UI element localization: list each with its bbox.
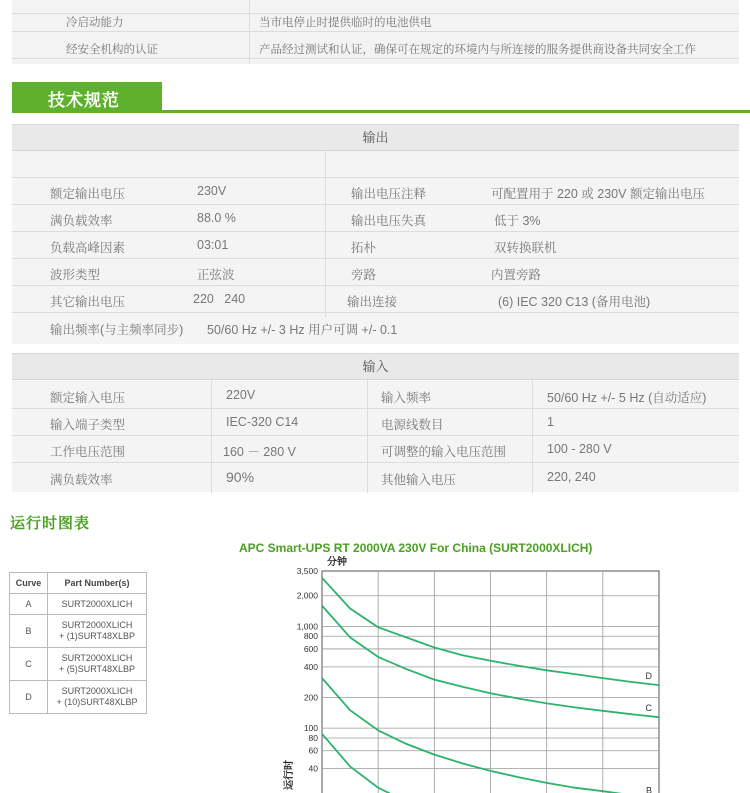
curve-letter: C [10,648,48,681]
part-header: Part Number(s) [48,573,147,594]
input-value: 220, 240 [547,470,596,484]
curve-part-line: + (1)SURT48XLBP [58,631,136,641]
y-tick-label: 800 [303,631,318,642]
curve-part-line: + (10)SURT48XLBP [56,697,138,707]
y-tick-label: 200 [303,692,318,703]
output-value: 88.0 % [197,211,236,225]
input-key: 电源线数目 [381,418,444,432]
input-key: 其他输入电压 [381,473,457,487]
features-row [12,37,739,59]
output-key: 满负载效率 [50,214,113,228]
curve-legend-row [10,615,147,648]
runtime-section-title: 运行时图表 [10,515,91,532]
output-row [12,205,739,232]
y-tick-label: 400 [303,661,318,672]
curve-legend-header [10,573,147,594]
output-value: 230V [197,184,227,198]
features-row [12,10,739,32]
y-tick-label: 80 [308,733,318,744]
output-row [12,178,739,205]
series-label-d: D [645,671,652,682]
output-value: (6) IEC 320 C13 (备用电池) [498,295,651,309]
runtime-chart [270,552,670,793]
y-unit-label: 分钟 [327,557,347,568]
y-tick-label: 3,500 [296,566,318,576]
output-row [12,286,739,313]
curve-part-line: SURT2000XLICH [61,598,133,609]
features-divider [249,0,250,64]
input-row [12,463,739,493]
input-value: 90% [226,469,255,485]
specs-section-header [12,82,162,112]
y-tick-label: 60 [308,745,318,756]
output-key: 负载高峰因素 [50,241,126,255]
output-key: 其它输出电压 [50,295,126,309]
output-key: 波形类型 [50,268,101,282]
curve-legend-row [10,594,147,615]
curve-letter: B [10,615,48,648]
chart-title: APC Smart-UPS RT 2000VA 230V For China (SURT2000XLICH) [239,541,593,555]
series-label-c: C [645,703,652,714]
y-tick-label: 100 [303,723,318,734]
curve-part-line: + (5)SURT48XLBP [58,664,136,674]
output-key: 拓朴 [351,241,377,255]
feature-key: 经安全机构的认证 [66,44,158,56]
curve-part [48,681,147,714]
curve-part [48,615,147,648]
output-row [12,259,739,286]
output-table [12,124,739,344]
output-key: 输出电压注释 [351,187,427,201]
input-value: 100 - 280 V [547,442,612,456]
input-row [12,409,739,436]
output-key: 输出连接 [347,295,398,309]
input-key: 输入端子类型 [50,418,126,432]
curve-legend-row [10,648,147,681]
input-value: 1 [547,415,554,429]
curve-legend-table [9,572,147,714]
input-table-title: 输入 [12,354,739,380]
output-blank-row [12,151,739,178]
curve-part [48,648,147,681]
input-value: 220V [226,388,256,402]
feature-key: 冷启动能力 [66,17,124,29]
series-label-b: B [645,785,652,793]
output-key: 额定输出电压 [50,187,126,201]
y-tick-label: 2,000 [296,590,318,601]
y-tick-label: 40 [308,763,318,774]
features-table [12,0,739,64]
input-row [12,436,739,463]
section-underline-gap [270,104,438,110]
output-key: 旁路 [351,268,377,282]
curve-part-line: SURT2000XLICH [61,653,133,663]
output-row [12,232,739,259]
y-axis-label: 运行时 [284,760,295,790]
output-key: 输出电压失真 [351,214,427,228]
input-row [12,382,739,409]
output-value: 低于 3% [494,214,541,228]
input-value: IEC-320 C14 [226,415,299,429]
input-value: 50/60 Hz +/- 5 Hz (自动适应) [547,391,707,405]
curve-legend-row [10,681,147,714]
curve-part-line: SURT2000XLICH [61,686,133,696]
output-key: 输出频率(与主频率同步) [50,323,184,337]
curve-part [48,594,147,615]
feature-value: 当市电停止时提供临时的电池供电 [259,17,432,29]
input-key: 满负载效率 [50,473,113,487]
output-row-frequency [12,313,739,344]
output-value: 正弦波 [197,268,235,282]
input-key: 工作电压范围 [50,445,126,459]
input-key: 输入频率 [381,391,432,405]
output-value: 03:01 [197,238,229,252]
output-value: 50/60 Hz +/- 3 Hz 用户可调 +/- 0.1 [207,323,398,337]
output-table-title: 输出 [12,125,739,151]
output-value: 内置旁路 [491,268,542,282]
feature-value: 产品经过测试和认证，确保可在规定的环境内与所连接的服务提供商设备共同安全工作 [259,44,696,56]
curve-header: Curve [10,573,48,594]
input-value: 160 － 280 V [223,445,296,459]
input-key: 可调整的输入电压范围 [381,445,507,459]
input-table [12,353,739,492]
curve-part-line: SURT2000XLICH [61,620,133,630]
specs-section-title: 技术规范 [48,91,120,110]
output-value: 可配置用于 220 或 230V 额定输出电压 [491,187,705,201]
input-key: 额定输入电压 [50,391,126,405]
output-value: 220 240 [193,292,246,306]
output-value: 双转换联机 [494,241,557,255]
y-tick-label: 1,000 [296,621,318,632]
y-tick-label: 600 [303,643,318,654]
curve-letter: D [10,681,48,714]
curve-letter: A [10,594,48,615]
